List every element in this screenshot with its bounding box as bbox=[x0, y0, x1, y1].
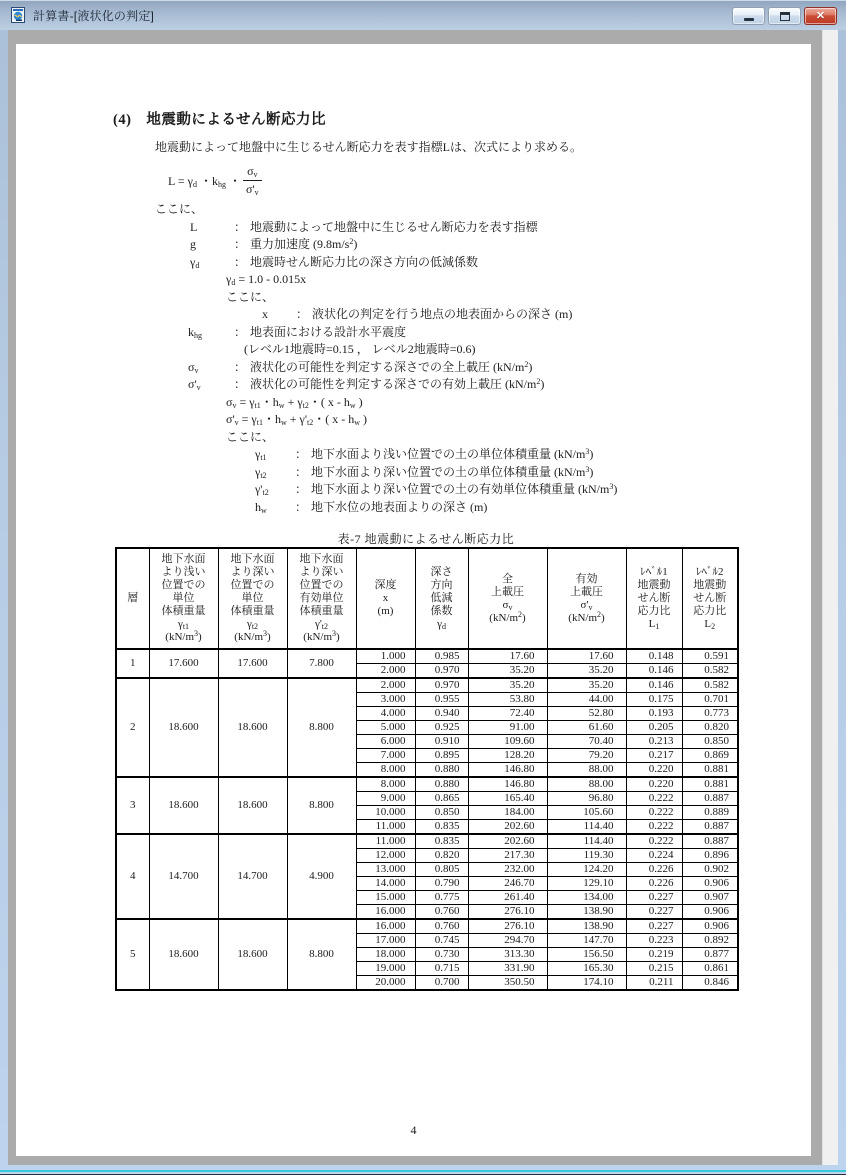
table-cell: 202.60 bbox=[468, 820, 547, 835]
definition-text: $\gamma_d = 1.0 - 0.015x$ bbox=[226, 272, 307, 287]
table-cell: 17.000 bbox=[356, 934, 415, 948]
table-cell: 17.600 bbox=[149, 649, 218, 678]
definition-line bbox=[255, 499, 811, 517]
table-cell: 8.800 bbox=[287, 777, 356, 834]
table-cell: 53.80 bbox=[468, 693, 547, 707]
definition-text: $\sigma_v = \gamma_{t1}$・$h_w + \gamma_{t2}$・( x - $h_w$ ) bbox=[226, 394, 363, 410]
table-cell: 14.000 bbox=[356, 877, 415, 891]
table-cell: 0.955 bbox=[415, 693, 468, 707]
table-cell: 3 bbox=[116, 777, 149, 834]
table-cell: 0.877 bbox=[682, 948, 738, 962]
table-cell: 0.820 bbox=[415, 849, 468, 863]
table-cell: 35.20 bbox=[468, 678, 547, 693]
table-cell: 0.582 bbox=[682, 678, 738, 693]
table-cell: 88.00 bbox=[547, 777, 626, 792]
table-cell: 18.000 bbox=[356, 948, 415, 962]
table-cell: 0.730 bbox=[415, 948, 468, 962]
definition-colon: ： bbox=[296, 307, 309, 321]
table-cell: 146.80 bbox=[468, 763, 547, 778]
table-cell: 8.000 bbox=[356, 777, 415, 792]
table-cell: 313.30 bbox=[468, 948, 547, 962]
table-header-cell: 全 上載圧 $\sigma_v$ $(kN/m^2)$ bbox=[468, 548, 547, 649]
window-title: 計算書-[液状化の判定] bbox=[33, 8, 155, 23]
table-cell: 0.222 bbox=[626, 820, 682, 835]
table-row bbox=[116, 678, 738, 693]
definition-line bbox=[188, 324, 811, 342]
table-cell: 17.60 bbox=[547, 649, 626, 664]
table-cell: 246.70 bbox=[468, 877, 547, 891]
table-cell: 0.861 bbox=[682, 962, 738, 976]
table-cell: 0.881 bbox=[682, 763, 738, 778]
table-cell: 129.10 bbox=[547, 877, 626, 891]
table-cell: 7.800 bbox=[287, 649, 356, 678]
table-cell: 0.222 bbox=[626, 806, 682, 820]
formula-prefix: $L = \gamma_d$ ・$k_{hg}$ ・ bbox=[168, 173, 241, 189]
table-cell: 4 bbox=[116, 834, 149, 919]
table-cell: 0.760 bbox=[415, 919, 468, 934]
table-cell: 0.869 bbox=[682, 749, 738, 763]
table-cell: 0.745 bbox=[415, 934, 468, 948]
definition-symbol: $\sigma_v$ bbox=[188, 359, 199, 375]
definition-text: 重力加速度 $(9.8m/s^2)$ bbox=[250, 237, 358, 251]
table-cell: 294.70 bbox=[468, 934, 547, 948]
table-cell: 261.40 bbox=[468, 891, 547, 905]
table-cell: 0.925 bbox=[415, 721, 468, 735]
definition-colon: ： bbox=[295, 482, 308, 496]
table-cell: 276.10 bbox=[468, 919, 547, 934]
table-cell: 20.000 bbox=[356, 976, 415, 991]
table-cell: 17.60 bbox=[468, 649, 547, 664]
table-cell: 146.80 bbox=[468, 777, 547, 792]
close-icon: ✕ bbox=[815, 9, 826, 22]
table-cell: 232.00 bbox=[468, 863, 547, 877]
formula-fraction bbox=[243, 164, 262, 197]
table-cell: 12.000 bbox=[356, 849, 415, 863]
definitions-list bbox=[16, 201, 811, 516]
definition-symbol: $h_w$ bbox=[255, 499, 267, 515]
table-cell: 18.600 bbox=[149, 919, 218, 990]
table-cell: 13.000 bbox=[356, 863, 415, 877]
table-cell: 18.600 bbox=[149, 678, 218, 777]
table-cell: 0.846 bbox=[682, 976, 738, 991]
table-cell: 0.175 bbox=[626, 693, 682, 707]
definition-line bbox=[262, 306, 811, 324]
table-cell: 14.700 bbox=[149, 834, 218, 919]
table-cell: 0.215 bbox=[626, 962, 682, 976]
definition-line bbox=[255, 446, 811, 464]
table-cell: 0.907 bbox=[682, 891, 738, 905]
table-cell: 0.881 bbox=[682, 777, 738, 792]
table-cell: 9.000 bbox=[356, 792, 415, 806]
table-cell: 217.30 bbox=[468, 849, 547, 863]
definition-text: (レベル1地震時=0.15 ， レベル2地震時=0.6) bbox=[244, 342, 476, 356]
table-cell: 0.820 bbox=[682, 721, 738, 735]
table-cell: 0.910 bbox=[415, 735, 468, 749]
definition-text: 地震時せん断応力比の深さ方向の低減係数 bbox=[250, 254, 479, 269]
table-header-cell: 地下水面 より深い 位置での 単位 体積重量 $\gamma_{t2}$ $(kN/m^3)$ bbox=[218, 548, 287, 649]
table-cell: 0.146 bbox=[626, 678, 682, 693]
table-cell: 0.906 bbox=[682, 919, 738, 934]
definition-colon: ： bbox=[295, 499, 308, 514]
restore-button[interactable] bbox=[768, 7, 801, 25]
table-cell: 0.219 bbox=[626, 948, 682, 962]
table-cell: 350.50 bbox=[468, 976, 547, 991]
table-row bbox=[116, 777, 738, 792]
table-cell: 18.600 bbox=[218, 919, 287, 990]
table-cell: 114.40 bbox=[547, 820, 626, 835]
table-cell: 0.700 bbox=[415, 976, 468, 991]
app-icon[interactable] bbox=[10, 7, 26, 23]
table-cell: 52.80 bbox=[547, 707, 626, 721]
table-cell: 0.582 bbox=[682, 664, 738, 679]
table-cell: 0.226 bbox=[626, 877, 682, 891]
table-cell: 16.000 bbox=[356, 905, 415, 920]
table-cell: 128.20 bbox=[468, 749, 547, 763]
definition-symbol: $\gamma'_{t2}$ bbox=[255, 482, 269, 497]
table-cell: 0.205 bbox=[626, 721, 682, 735]
table-cell: 0.227 bbox=[626, 905, 682, 920]
table-cell: 18.600 bbox=[218, 777, 287, 834]
definition-line bbox=[190, 219, 811, 237]
table-cell: 0.906 bbox=[682, 877, 738, 891]
table-cell: 5 bbox=[116, 919, 149, 990]
definition-colon: ： bbox=[234, 324, 247, 339]
table-header-cell: 地下水面 より浅い 位置での 単位 体積重量 $\gamma_{t1}$ $(kN/m^3)$ bbox=[149, 548, 218, 649]
client-area bbox=[8, 30, 838, 1165]
table-cell: 15.000 bbox=[356, 891, 415, 905]
table-cell: 16.000 bbox=[356, 919, 415, 934]
table-cell: 2.000 bbox=[356, 664, 415, 679]
table-cell: 10.000 bbox=[356, 806, 415, 820]
table-cell: 0.775 bbox=[415, 891, 468, 905]
definition-symbol: $\sigma'_v$ bbox=[188, 377, 201, 392]
definition-symbol: $\gamma_{t2}$ bbox=[255, 464, 267, 480]
definition-symbol: g bbox=[190, 237, 196, 251]
table-cell: 0.850 bbox=[415, 806, 468, 820]
table-cell: 147.70 bbox=[547, 934, 626, 948]
table-cell: 11.000 bbox=[356, 820, 415, 835]
definition-line bbox=[255, 481, 811, 499]
table-cell: 0.887 bbox=[682, 834, 738, 849]
table-cell: 8.000 bbox=[356, 763, 415, 778]
definition-text: 地下水位の地表面よりの深さ (m) bbox=[311, 499, 488, 514]
table-cell: 0.902 bbox=[682, 863, 738, 877]
table-caption: 表-7 地震動によるせん断応力比 bbox=[337, 532, 515, 546]
table-cell: 0.865 bbox=[415, 792, 468, 806]
table-cell: 184.00 bbox=[468, 806, 547, 820]
table-cell: 124.20 bbox=[547, 863, 626, 877]
table-cell: 0.887 bbox=[682, 820, 738, 835]
table-cell: 79.20 bbox=[547, 749, 626, 763]
definition-symbol: L bbox=[190, 219, 198, 234]
table-cell: 91.00 bbox=[468, 721, 547, 735]
table-cell: 0.773 bbox=[682, 707, 738, 721]
table-cell: 331.90 bbox=[468, 962, 547, 976]
definition-colon: ： bbox=[295, 464, 308, 479]
table-row bbox=[116, 834, 738, 849]
fraction-denominator: $\sigma'_v$ bbox=[246, 181, 259, 197]
definition-text: 地下水面より深い位置での土の有効単位体積重量 $(kN/m^3)$ bbox=[311, 482, 618, 496]
definition-colon: ： bbox=[295, 447, 308, 461]
table-cell: 0.715 bbox=[415, 962, 468, 976]
table-cell: 0.880 bbox=[415, 763, 468, 778]
restore-icon bbox=[780, 12, 790, 21]
definition-line bbox=[190, 254, 811, 272]
table-cell: 44.00 bbox=[547, 693, 626, 707]
definition-line bbox=[188, 359, 811, 377]
table-cell: 0.790 bbox=[415, 877, 468, 891]
fraction-numerator: $\sigma_v$ bbox=[243, 164, 262, 181]
table-cell: 0.970 bbox=[415, 664, 468, 679]
table-cell: 18.600 bbox=[149, 777, 218, 834]
definition-text: ここに、 bbox=[226, 289, 275, 304]
table-cell: 0.970 bbox=[415, 678, 468, 693]
definition-line bbox=[226, 394, 811, 412]
table-cell: 0.985 bbox=[415, 649, 468, 664]
table-cell: 0.906 bbox=[682, 905, 738, 920]
table-cell: 0.213 bbox=[626, 735, 682, 749]
table-cell: 165.30 bbox=[547, 962, 626, 976]
definition-line bbox=[244, 341, 811, 359]
table-cell: 174.10 bbox=[547, 976, 626, 991]
definition-colon: ： bbox=[234, 377, 247, 391]
table-cell: 0.148 bbox=[626, 649, 682, 664]
table-cell: 0.222 bbox=[626, 792, 682, 806]
definition-line bbox=[226, 271, 811, 289]
formula-L bbox=[168, 164, 811, 196]
table-cell: 1 bbox=[116, 649, 149, 678]
definition-line bbox=[155, 201, 811, 219]
table-cell: 96.80 bbox=[547, 792, 626, 806]
table-cell: 11.000 bbox=[356, 834, 415, 849]
definition-colon: ： bbox=[234, 237, 247, 251]
definition-colon: ： bbox=[234, 254, 247, 269]
caption-buttons bbox=[732, 7, 837, 25]
table-cell: 138.90 bbox=[547, 905, 626, 920]
table-cell: 276.10 bbox=[468, 905, 547, 920]
definition-symbol: $\gamma_{t1}$ bbox=[255, 447, 267, 462]
table-cell: 72.40 bbox=[468, 707, 547, 721]
table-cell: 88.00 bbox=[547, 763, 626, 778]
table-cell: 0.211 bbox=[626, 976, 682, 991]
table-cell: 19.000 bbox=[356, 962, 415, 976]
table-cell: 4.000 bbox=[356, 707, 415, 721]
definition-text: ここに、 bbox=[155, 202, 204, 216]
table-cell: 0.220 bbox=[626, 763, 682, 778]
table-cell: 0.223 bbox=[626, 934, 682, 948]
table-cell: 0.835 bbox=[415, 820, 468, 835]
definition-symbol: $\gamma_d$ bbox=[190, 254, 200, 270]
table-cell: 0.896 bbox=[682, 849, 738, 863]
definition-line bbox=[255, 464, 811, 482]
table-cell: 0.222 bbox=[626, 834, 682, 849]
definition-line bbox=[226, 411, 811, 429]
table-row bbox=[116, 649, 738, 664]
table-cell: 114.40 bbox=[547, 834, 626, 849]
shear-stress-ratio-table bbox=[115, 547, 739, 991]
table-cell: 165.40 bbox=[468, 792, 547, 806]
table-cell: 109.60 bbox=[468, 735, 547, 749]
table-cell: 70.40 bbox=[547, 735, 626, 749]
table-cell: 134.00 bbox=[547, 891, 626, 905]
table-header-cell: 有効 上載圧 $\sigma'_v$ $(kN/m^2)$ bbox=[547, 548, 626, 649]
table-cell: 8.800 bbox=[287, 678, 356, 777]
table-cell: 1.000 bbox=[356, 649, 415, 664]
table-cell: 0.193 bbox=[626, 707, 682, 721]
intro-text: 地震動によって地盤中に生じるせん断応力を表す指標Lは、次式により求める。 bbox=[155, 140, 582, 154]
close-button[interactable] bbox=[804, 7, 837, 25]
table-cell: 0.889 bbox=[682, 806, 738, 820]
table-cell: 35.20 bbox=[547, 678, 626, 693]
document-page bbox=[16, 44, 811, 1156]
table-cell: 202.60 bbox=[468, 834, 547, 849]
definition-line bbox=[226, 429, 811, 447]
table-cell: 0.805 bbox=[415, 863, 468, 877]
table-header-cell: ﾚﾍﾞﾙ1 地震動 せん断 応力比 $L_1$ bbox=[626, 548, 682, 649]
table-cell: 17.600 bbox=[218, 649, 287, 678]
definition-symbol: x bbox=[262, 307, 268, 321]
minimize-icon bbox=[744, 18, 754, 21]
definition-text: 地表面における設計水平震度 bbox=[250, 324, 407, 339]
table-cell: 0.895 bbox=[415, 749, 468, 763]
table-cell: 2.000 bbox=[356, 678, 415, 693]
definition-colon: ： bbox=[234, 359, 247, 374]
definition-text: $\sigma'_v = \gamma_{t1}$・$h_w + \gamma'_{t2}$・( x - $h_w$ ) bbox=[226, 412, 367, 427]
table-cell: 0.591 bbox=[682, 649, 738, 664]
definition-line bbox=[188, 376, 811, 394]
table-cell: 14.700 bbox=[218, 834, 287, 919]
table-row bbox=[116, 919, 738, 934]
table-header-cell: 深度 x (m) bbox=[356, 548, 415, 649]
table-cell: 0.892 bbox=[682, 934, 738, 948]
table-cell: 0.220 bbox=[626, 777, 682, 792]
table-cell: 0.760 bbox=[415, 905, 468, 920]
table-cell: 0.850 bbox=[682, 735, 738, 749]
table-cell: 35.20 bbox=[468, 664, 547, 679]
table-cell: 35.20 bbox=[547, 664, 626, 679]
table-cell: 0.224 bbox=[626, 849, 682, 863]
vertical-scrollbar[interactable] bbox=[822, 30, 838, 1165]
table-header bbox=[116, 548, 738, 649]
table-cell: 7.000 bbox=[356, 749, 415, 763]
definition-text: ここに、 bbox=[226, 429, 275, 444]
table-cell: 8.800 bbox=[287, 919, 356, 990]
table-cell: 4.900 bbox=[287, 834, 356, 919]
table-cell: 5.000 bbox=[356, 721, 415, 735]
table-cell: 0.226 bbox=[626, 863, 682, 877]
table-cell: 0.217 bbox=[626, 749, 682, 763]
definition-text: 地震動によって地盤中に生じるせん断応力を表す指標 bbox=[250, 219, 538, 234]
table-header-cell: 層 bbox=[116, 548, 149, 649]
table-cell: 0.940 bbox=[415, 707, 468, 721]
section-heading: (4) 地震動によるせん断応力比 bbox=[113, 112, 326, 128]
definition-text: 液状化の可能性を判定する深さでの有効上載圧 $(kN/m^2)$ bbox=[250, 377, 545, 391]
table-cell: 0.227 bbox=[626, 919, 682, 934]
table-cell: 2 bbox=[116, 678, 149, 777]
table-cell: 0.887 bbox=[682, 792, 738, 806]
table-cell: 0.701 bbox=[682, 693, 738, 707]
definition-colon: ： bbox=[234, 219, 247, 234]
definition-line bbox=[190, 236, 811, 254]
table-cell: 0.227 bbox=[626, 891, 682, 905]
table-cell: 6.000 bbox=[356, 735, 415, 749]
definition-text: 地下水面より深い位置での土の単位体積重量 $(kN/m^3)$ bbox=[311, 464, 594, 479]
definition-line bbox=[226, 289, 811, 307]
minimize-button[interactable] bbox=[732, 7, 765, 25]
table-cell: 156.50 bbox=[547, 948, 626, 962]
definition-symbol: $k_{hg}$ bbox=[188, 324, 202, 340]
definition-text: 地下水面より浅い位置での土の単位体積重量 $(kN/m^3)$ bbox=[311, 447, 594, 461]
definition-text: 液状化の可能性を判定する深さでの全上載圧 $(kN/m^2)$ bbox=[250, 359, 533, 374]
definition-text: 液状化の判定を行う地点の地表面からの深さ (m) bbox=[312, 307, 573, 321]
table-cell: 105.60 bbox=[547, 806, 626, 820]
table-cell: 0.146 bbox=[626, 664, 682, 679]
table-header-cell: ﾚﾍﾞﾙ2 地震動 せん断 応力比 $L_2$ bbox=[682, 548, 738, 649]
table-header-cell: 深さ 方向 低減 係数 $\gamma_d$ bbox=[415, 548, 468, 649]
table-cell: 0.835 bbox=[415, 834, 468, 849]
table-cell: 119.30 bbox=[547, 849, 626, 863]
table-cell: 0.880 bbox=[415, 777, 468, 792]
table-cell: 18.600 bbox=[218, 678, 287, 777]
table-header-cell: 地下水面 より深い 位置での 有効単位 体積重量 $\gamma'_{t2}$ $(kN/m^3)$ bbox=[287, 548, 356, 649]
table-cell: 138.90 bbox=[547, 919, 626, 934]
page-number: 4 bbox=[410, 1123, 417, 1137]
title-bar[interactable] bbox=[0, 0, 846, 30]
table-body bbox=[116, 649, 738, 990]
table-cell: 61.60 bbox=[547, 721, 626, 735]
table-cell: 3.000 bbox=[356, 693, 415, 707]
